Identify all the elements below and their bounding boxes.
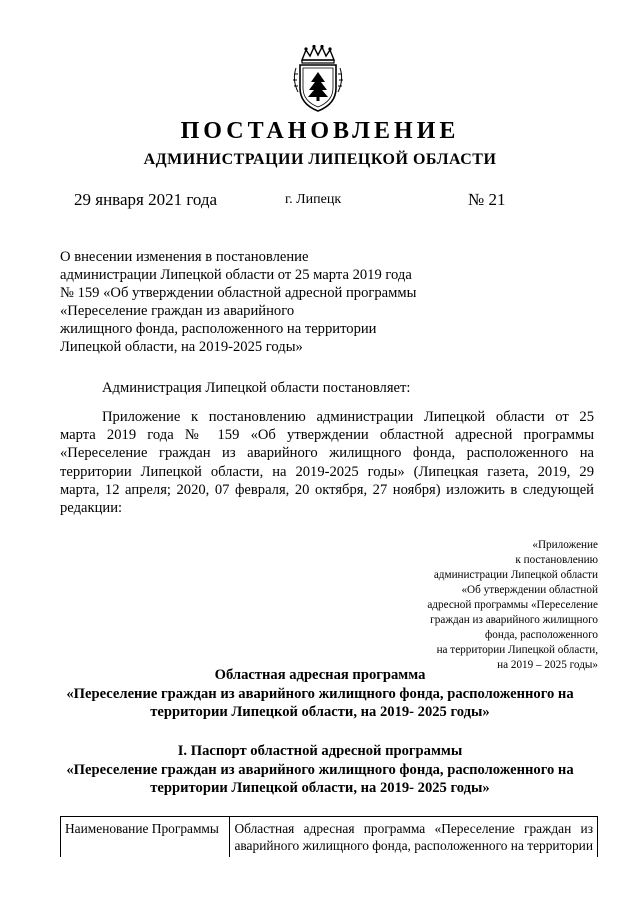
passport-title-line: I. Паспорт областной адресной программы <box>177 743 463 759</box>
passport-title <box>0 742 640 798</box>
coat-of-arms-emblem <box>288 44 348 114</box>
document-city: г. Липецк <box>285 192 342 207</box>
document-number: № 21 <box>468 190 506 209</box>
appendix-line: «Об утверждении областной <box>461 584 598 596</box>
appendix-line: к постановлению <box>515 554 598 566</box>
appendix-line: фонда, расположенного <box>485 629 598 641</box>
decree-statement: Администрация Липецкой области постановляет: <box>102 380 411 396</box>
passport-title-line: «Переселение граждан из аварийного жилищного фонда, расположенного на <box>66 761 574 778</box>
body-line: «Переселение граждан из аварийного жилищного фонда, расположенного на <box>60 445 594 462</box>
program-title-line: Областная адресная программа <box>214 667 426 683</box>
subject-line: Липецкой области, на 2019-2025 годы» <box>60 339 303 355</box>
appendix-line: администрации Липецкой области <box>433 569 598 581</box>
appendix-reference <box>358 538 598 673</box>
body-line: марта, 12 апреля; 2020, 07 февраля, 20 октября, 27 ноября) изложить в следующей <box>60 481 594 498</box>
body-line: Приложение к постановлению администрации Липецкой области от 25 <box>102 409 594 425</box>
program-title <box>0 666 640 722</box>
body-line: редакции: <box>60 500 123 517</box>
passport-title-line: территории Липецкой области, на 2019- 2025 годы» <box>150 780 490 796</box>
appendix-line: «Приложение <box>532 539 598 551</box>
table-value-line: Областная адресная программа «Переселение граждан из <box>234 821 593 836</box>
table-cell-label: Наименование Программы <box>61 817 230 857</box>
appendix-line: на территории Липецкой области, <box>436 644 598 656</box>
appendix-line: на 2019 – 2025 годы» <box>497 659 598 671</box>
subject-block <box>60 248 480 356</box>
subject-line: № 159 «Об утверждении областной адресной программы <box>60 285 417 301</box>
subject-line: «Переселение граждан из аварийного <box>60 303 295 319</box>
table-cell-value <box>230 817 597 857</box>
passport-table <box>60 816 598 857</box>
program-title-line: «Переселение граждан из аварийного жилищного фонда, расположенного на <box>66 685 574 702</box>
body-paragraph <box>60 408 594 517</box>
subject-line: жилищного фонда, расположенного на территории <box>60 321 377 337</box>
document-subtitle: АДМИНИСТРАЦИИ ЛИПЕЦКОЙ ОБЛАСТИ <box>143 151 497 168</box>
document-date: 29 января 2021 года <box>74 190 218 209</box>
body-line: марта 2019 года № 159 «Об утверждении областной адресной программы <box>60 427 594 444</box>
subject-line: администрации Липецкой области от 25 марта 2019 года <box>60 267 412 283</box>
document-title: ПОСТАНОВЛЕНИЕ <box>180 118 460 144</box>
program-title-line: территории Липецкой области, на 2019- 2025 годы» <box>150 704 490 720</box>
body-line: территории Липецкой области, на 2019-2025 годы» (Липецкая газета, 2019, 29 <box>60 463 594 480</box>
subject-line: О внесении изменения в постановление <box>60 249 309 265</box>
appendix-line: адресной программы «Переселение <box>427 599 598 611</box>
appendix-line: граждан из аварийного жилищного <box>430 614 598 626</box>
table-value-line: аварийного жилищного фонда, расположенного на территории <box>234 837 593 853</box>
